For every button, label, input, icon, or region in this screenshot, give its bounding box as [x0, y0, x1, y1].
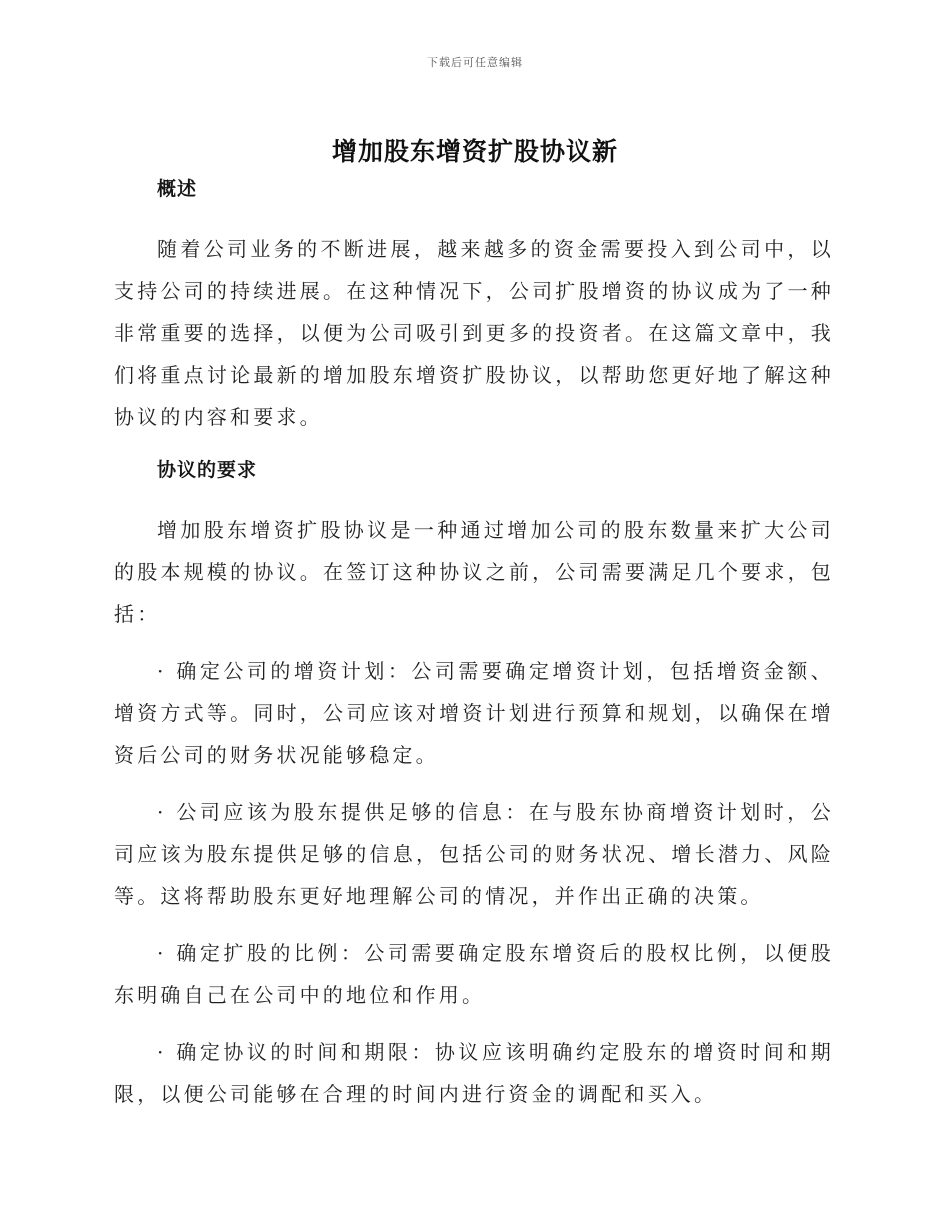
- requirement-item: · 确定扩股的比例：公司需要确定股东增资后的股权比例，以便股东明确自己在公司中的地位和作用。: [114, 941, 834, 1007]
- document-body: [114, 176, 834, 1115]
- header-note: 下载后可任意编辑: [427, 56, 523, 69]
- requirement-item: · 公司应该为股东提供足够的信息：在与股东协商增资计划时，公司应该为股东提供足够的信息，包括公司的财务状况、增长潜力、风险等。这将帮助股东更好地理解公司的情况，并作出正确的决策。: [114, 800, 834, 908]
- requirement-item: · 确定公司的增资计划：公司需要确定增资计划，包括增资金额、增资方式等。同时，公司应该对增资计划进行预算和规划，以确保在增资后公司的财务状况能够稳定。: [114, 659, 834, 767]
- section-heading-requirements: 协议的要求: [157, 459, 258, 481]
- paragraph-overview: 随着公司业务的不断进展，越来越多的资金需要投入到公司中，以支持公司的持续进展。在这种情况下，公司扩股增资的协议成为了一种非常重要的选择，以便为公司吸引到更多的投资者。在这篇文章中，我们将重点讨论最新的增加股东增资扩股协议，以帮助您更好地了解这种协议的内容和要求。: [114, 237, 834, 429]
- section-heading-overview: 概述: [157, 178, 198, 200]
- paragraph-requirements-intro: 增加股东增资扩股协议是一种通过增加公司的股东数量来扩大公司的股本规模的协议。在签订这种协议之前，公司需要满足几个要求，包括：: [114, 518, 834, 626]
- requirement-item: · 确定协议的时间和期限：协议应该明确约定股东的增资时间和期限，以便公司能够在合理的时间内进行资金的调配和买入。: [114, 1040, 834, 1106]
- document-title: 增加股东增资扩股协议新: [331, 137, 618, 166]
